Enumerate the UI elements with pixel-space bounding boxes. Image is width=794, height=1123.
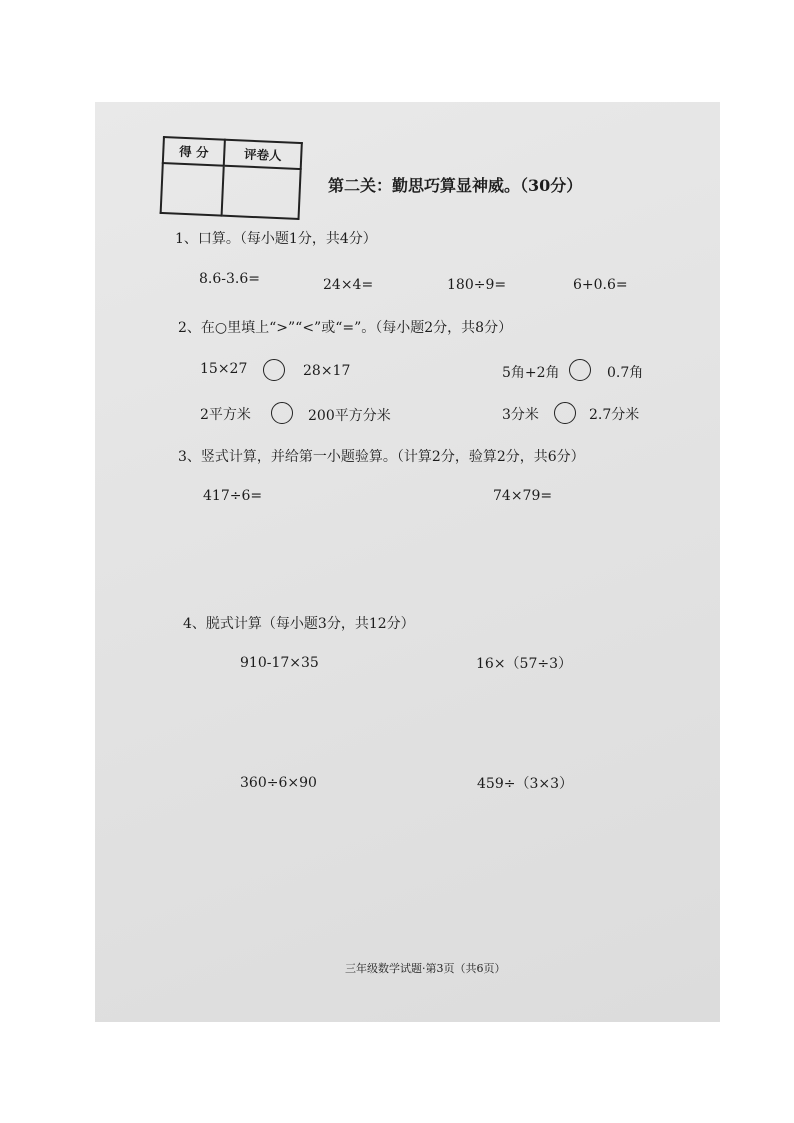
compare-circle[interactable] (263, 359, 285, 381)
q2-pair-3-right: 200平方分米 (308, 408, 391, 424)
score-table (160, 136, 303, 220)
q1-item-4: 6+0.6= (573, 277, 628, 293)
q3-item-1: 417÷6= (203, 488, 263, 504)
q1-item-2: 24×4= (323, 277, 374, 293)
q2-pair-2-left: 5角+2角 (502, 365, 560, 381)
section-title: 第二关：勤思巧算显神威。（30分） (328, 176, 583, 195)
q4-item-4: 459÷（3×3） (477, 776, 573, 792)
q1-item-3: 180÷9= (447, 277, 507, 293)
q2-pair-4-left: 3分米 (502, 407, 539, 423)
compare-circle[interactable] (569, 359, 591, 381)
score-label: 得 分 (163, 137, 225, 166)
q2-pair-1-left: 15×27 (200, 361, 248, 377)
compare-circle[interactable] (554, 402, 576, 424)
compare-circle[interactable] (271, 402, 293, 424)
q2-heading: 2、在○里填上“>”“<”或“=”。（每小题2分，共8分） (178, 320, 513, 336)
q1-item-1: 8.6-3.6= (199, 271, 260, 287)
grader-cell[interactable] (222, 166, 301, 219)
q3-heading: 3、竖式计算，并给第一小题验算。（计算2分，验算2分，共6分） (178, 449, 585, 465)
q2-pair-4-right: 2.7分米 (589, 407, 640, 423)
page-footer: 三年级数学试题·第3页（共6页） (345, 962, 506, 975)
q2-pair-3-left: 2平方米 (200, 407, 251, 423)
q4-item-2: 16×（57÷3） (476, 656, 572, 672)
q3-item-2: 74×79= (493, 488, 553, 504)
q4-item-1: 910-17×35 (240, 655, 319, 671)
q1-heading: 1、口算。（每小题1分，共4分） (175, 231, 377, 247)
q2-pair-2-right: 0.7角 (607, 365, 644, 381)
q4-item-3: 360÷6×90 (240, 775, 317, 791)
grader-label: 评卷人 (224, 140, 302, 169)
q2-pair-1-right: 28×17 (303, 363, 351, 379)
score-cell[interactable] (161, 163, 224, 216)
q4-heading: 4、脱式计算（每小题3分，共12分） (183, 616, 415, 632)
